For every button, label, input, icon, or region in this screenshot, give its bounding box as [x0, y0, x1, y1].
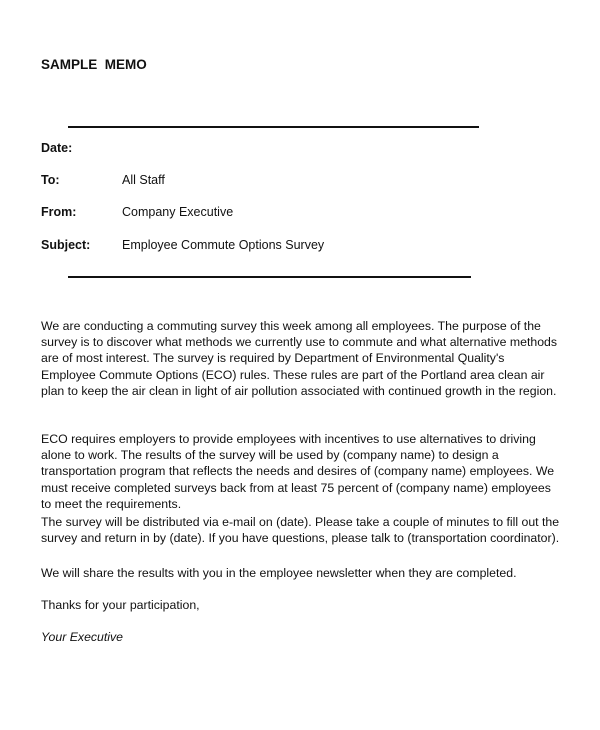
paragraph-line: are of most interest. The survey is required by Department of Environmental Quality's: [41, 351, 505, 366]
paragraph-line: survey and return in by (date). If you have questions, please talk to (transportation coordinator).: [41, 531, 560, 546]
body-paragraph-4: [41, 565, 517, 581]
header-divider-bottom: [68, 276, 471, 278]
paragraph-line: plan to keep the air clean in light of air pollution associated with continued growth in the region.: [41, 383, 557, 398]
paragraph-line: ECO requires employers to provide employees with incentives to use alternatives to driving: [41, 432, 536, 446]
date-label: Date:: [41, 141, 73, 155]
memo-title: SAMPLE MEMO: [41, 57, 147, 72]
closing-line: [41, 597, 200, 613]
body-paragraph-3: [41, 514, 559, 546]
paragraph-line: survey is to discover what methods we currently use to commute and what alternative methods: [41, 335, 558, 350]
signature: Your Executive: [41, 630, 124, 644]
paragraph-line: Thanks for your participation,: [41, 598, 200, 612]
to-value: All Staff: [122, 173, 165, 187]
subject-value: Employee Commute Options Survey: [122, 238, 325, 252]
header-divider-top: [68, 126, 479, 128]
to-label: To:: [41, 173, 60, 187]
body-paragraph-2: [41, 431, 554, 512]
paragraph-line: We will share the results with you in the employee newsletter when they are completed.: [41, 566, 517, 580]
paragraph-line: to meet the requirements.: [41, 496, 182, 511]
from-label: From:: [41, 205, 77, 219]
paragraph-line: Employee Commute Options (ECO) rules. These rules are part of the Portland area clean air: [41, 367, 545, 382]
paragraph-line: transportation program that reflects the needs and desires of (company name) employees. We: [41, 464, 555, 479]
paragraph-line: The survey will be distributed via e-mail on (date). Please take a couple of minutes to fill out the: [41, 515, 560, 529]
paragraph-line: alone to work. The results of the survey will be used by (company name) to design a: [41, 448, 499, 463]
from-value: Company Executive: [122, 205, 234, 219]
subject-label: Subject:: [41, 238, 91, 252]
paragraph-line: We are conducting a commuting survey this week among all employees. The purpose of the: [41, 319, 541, 333]
paragraph-line: must receive completed surveys back from at least 75 percent of (company name) employees: [41, 480, 551, 495]
body-paragraph-1: [41, 318, 557, 399]
